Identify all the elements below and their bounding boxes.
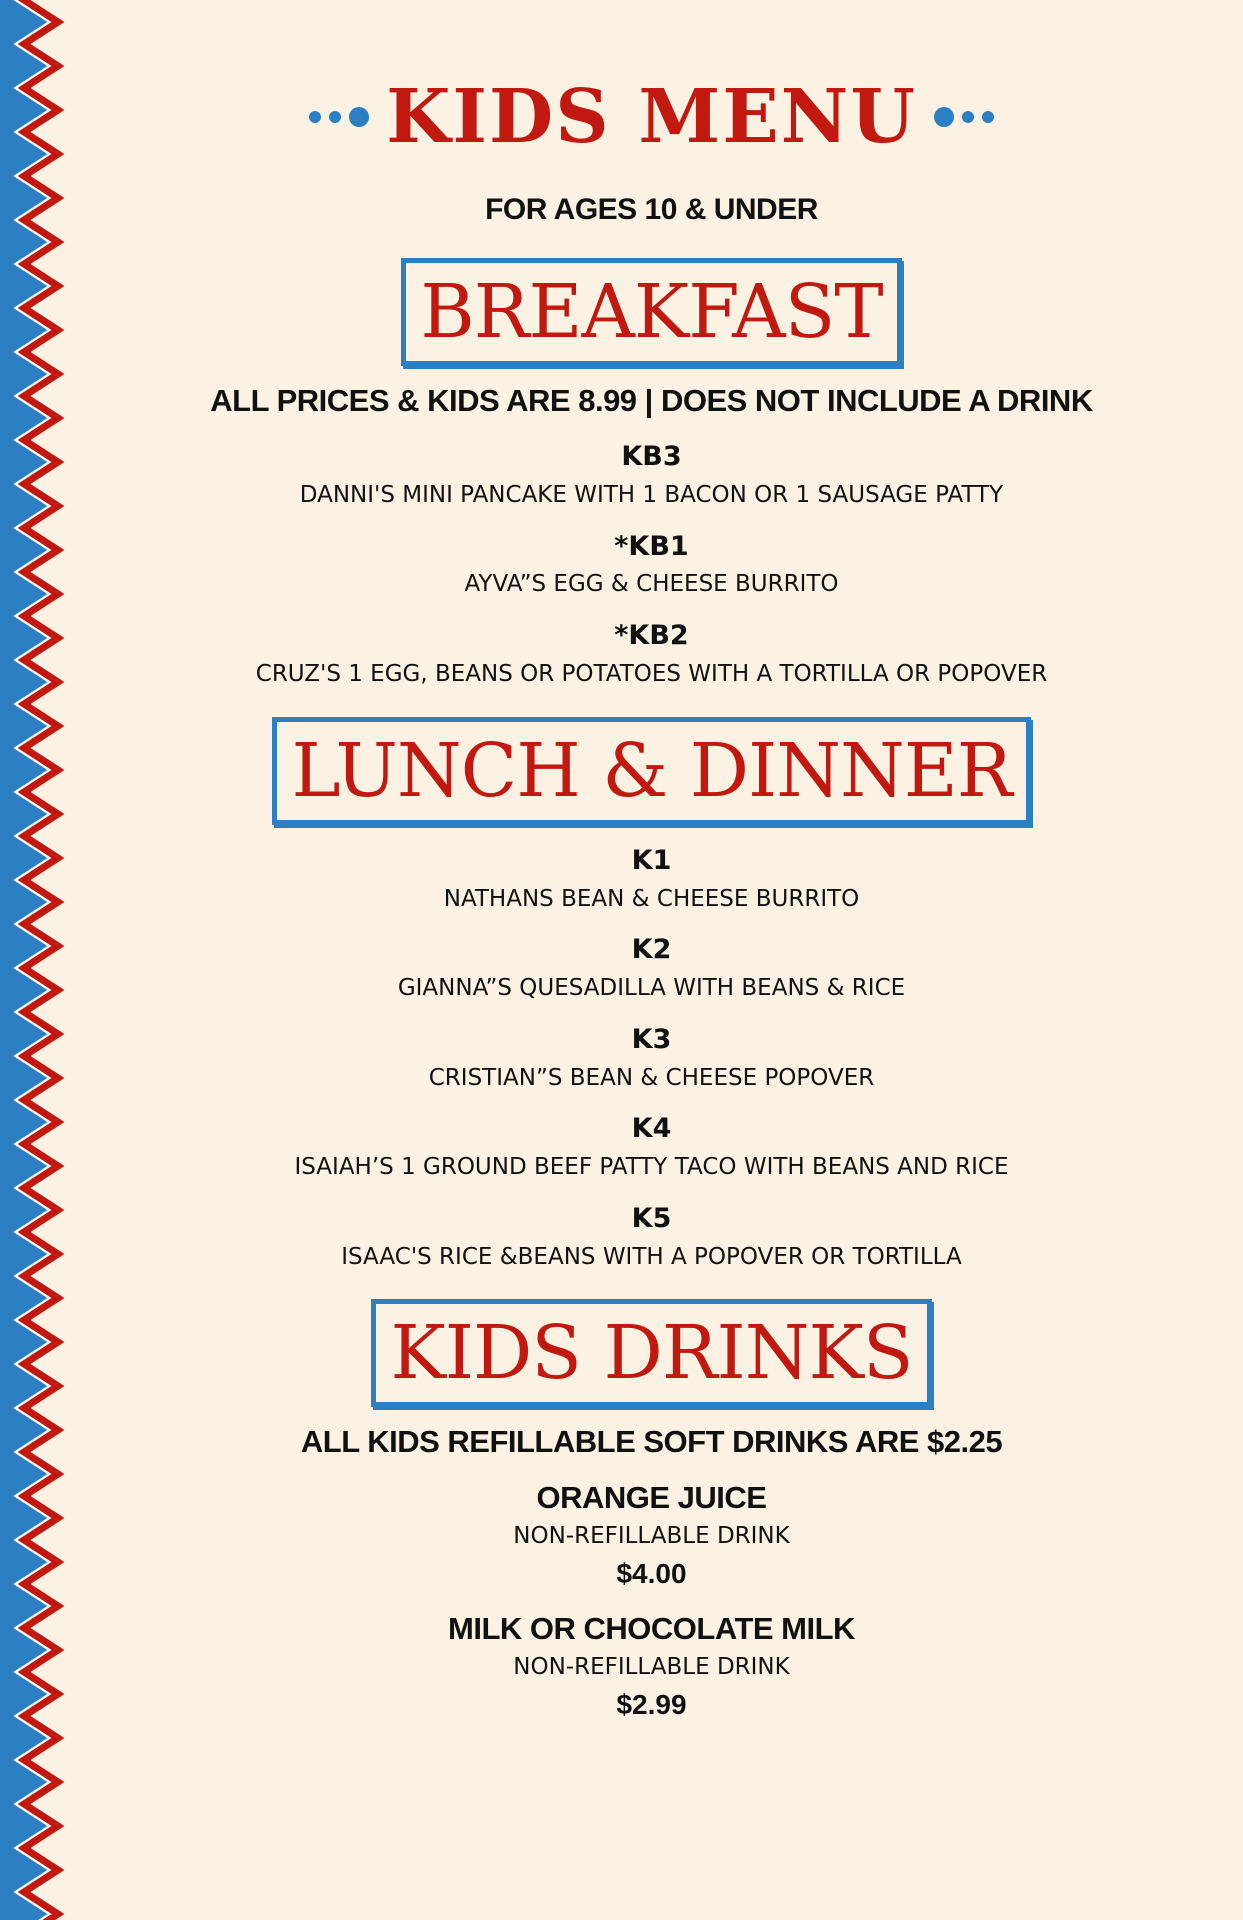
menu-item-code: K4 bbox=[631, 1113, 672, 1144]
menu-item-desc: ISAIAH’S 1 GROUND BEEF PATTY TACO WITH BEANS AND RICE bbox=[294, 1154, 1009, 1180]
drink-name: MILK OR CHOCOLATE MILK bbox=[448, 1611, 855, 1646]
breakfast-heading-box bbox=[60, 258, 1243, 366]
lunch-heading-box bbox=[60, 717, 1243, 825]
drinks-heading: KIDS DRINKS bbox=[371, 1299, 931, 1407]
menu-item-code: K3 bbox=[631, 1024, 672, 1055]
menu-item-desc: AYVA”S EGG & CHEESE BURRITO bbox=[464, 571, 839, 597]
menu-item-code: K2 bbox=[631, 934, 672, 965]
drinks-note: ALL KIDS REFILLABLE SOFT DRINKS ARE $2.25 bbox=[300, 1424, 1003, 1459]
menu-item-code: *KB2 bbox=[614, 620, 689, 651]
menu-item-desc: CRISTIAN”S BEAN & CHEESE POPOVER bbox=[428, 1065, 875, 1091]
drink-name: ORANGE JUICE bbox=[536, 1480, 767, 1515]
title-row bbox=[60, 72, 1243, 162]
drink-price: $2.99 bbox=[616, 1689, 687, 1720]
age-subtitle: FOR AGES 10 & UNDER bbox=[485, 193, 818, 226]
menu-item-code: K5 bbox=[631, 1203, 672, 1234]
menu-item-code: KB3 bbox=[621, 441, 682, 472]
menu-item-desc: CRUZ'S 1 EGG, BEANS OR POTATOES WITH A TORTILLA OR POPOVER bbox=[255, 661, 1048, 687]
menu-item-desc: NATHANS BEAN & CHEESE BURRITO bbox=[443, 886, 860, 912]
drink-price: $4.00 bbox=[616, 1558, 687, 1589]
menu-item-desc: DANNI'S MINI PANCAKE WITH 1 BACON OR 1 SAUSAGE PATTY bbox=[299, 482, 1004, 508]
menu-content bbox=[60, 0, 1243, 1920]
menu-item-desc: GIANNA”S QUESADILLA WITH BEANS & RICE bbox=[397, 975, 906, 1001]
lunch-heading: LUNCH & DINNER bbox=[272, 717, 1030, 825]
menu-item-desc: ISAAC'S RICE &BEANS WITH A POPOVER OR TORTILLA bbox=[341, 1244, 962, 1270]
menu-item-code: K1 bbox=[631, 845, 672, 876]
drink-desc: NON-REFILLABLE DRINK bbox=[513, 1654, 790, 1680]
page-title: KIDS MENU bbox=[386, 74, 917, 160]
breakfast-heading: BREAKFAST bbox=[401, 258, 901, 366]
drink-desc: NON-REFILLABLE DRINK bbox=[513, 1523, 790, 1549]
dots-left-icon bbox=[305, 107, 373, 128]
dots-right-icon bbox=[930, 107, 998, 128]
drinks-heading-box bbox=[60, 1299, 1243, 1407]
breakfast-note: ALL PRICES & KIDS ARE 8.99 | DOES NOT INCLUDE A DRINK bbox=[210, 383, 1093, 418]
menu-item-code: *KB1 bbox=[614, 531, 689, 562]
